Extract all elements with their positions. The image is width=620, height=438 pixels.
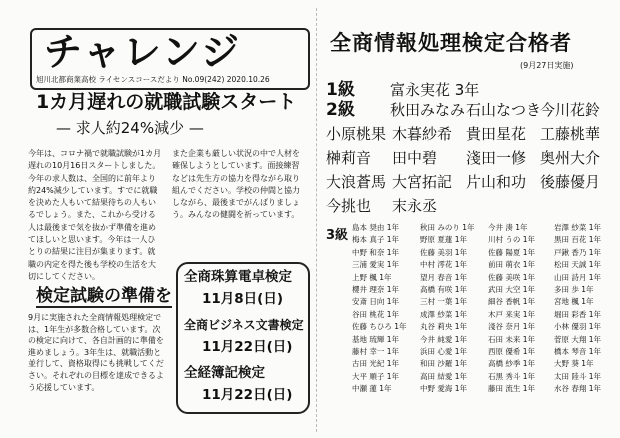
grade3-name: 佐藤 美咲 1年 <box>488 272 536 282</box>
grade3-name: 岩澤 紗菜 1年 <box>554 223 602 232</box>
grade2-name: 大宮拓記 <box>392 173 453 191</box>
grade2-name: 小原桃果 <box>326 125 387 143</box>
grade3-name: 古田 光紀 1年 <box>352 359 400 369</box>
grade3-name: 石田 未来 1年 <box>488 334 536 344</box>
grade3-name: 櫻井 理奈 1年 <box>352 285 400 295</box>
grade3-name: 野原 夏蓮 1年 <box>420 235 468 245</box>
grade3-name: 大平 順子 1年 <box>352 371 400 381</box>
grade2-name: 淺田一修 <box>466 149 527 167</box>
grade3-name: 三浦 愛実 1年 <box>352 260 400 270</box>
results-title: 全商情報処理検定合格者 <box>330 31 572 55</box>
grade3-name: 多田 歩 1年 <box>554 285 594 295</box>
grade3-name: 堀田 彩香 1年 <box>554 309 602 319</box>
results-date: (9月27日実施) <box>520 61 574 70</box>
article-body-col3: 9月に実施された全商情報処理検定では、1年生が多数合格しています。次の検定に向けて、各自計画的に準備を進めましょう。3年生は、就職活動と並行して、資格取得にも挑戦してください。それぞれの目標を達成できるよう応援しています。 <box>28 313 164 392</box>
grade3-name: 高橋 紗季 1年 <box>488 359 536 369</box>
article-body-col2: また企業も厳しい状況の中で人材を確保しようとしています。面接練習などは先生方の協力を得ながら取り組んでください。学校の仲間と協力しながら、最後までがんばりましょう。みんなの健闘を祈っています。 <box>172 149 300 220</box>
grade2-name: 後藤優月 <box>540 173 601 191</box>
grade3-name: 中村 澪花 1年 <box>420 260 468 270</box>
grade3-name: 大野 葵 1年 <box>554 359 594 369</box>
grade3-name: 橋本 琴音 1年 <box>554 347 602 357</box>
grade3-name: 高田 結愛 1年 <box>420 371 468 381</box>
grade3-name: 細谷 香帆 1年 <box>488 297 536 307</box>
grade3-name: 宮地 楓 1年 <box>554 297 594 307</box>
grade3-name: 木戸 来実 1年 <box>488 309 536 319</box>
grade3-name: 望月 春音 1年 <box>420 272 468 282</box>
exam-date: 11月22日(日) <box>202 387 293 403</box>
grade3-name: 中野 愛海 1年 <box>420 384 468 394</box>
grade2-name: 田中碧 <box>392 149 438 167</box>
article-headline: 1カ月遅れの就職試験スタート <box>36 91 297 113</box>
grade3-name: 佐藤 美羽 1年 <box>420 247 468 257</box>
grade1-name: 富永実花 3年 <box>390 81 480 99</box>
grade3-name: 山田 詩月 1年 <box>554 272 602 282</box>
grade3-name: 今井 純愛 1年 <box>420 334 468 344</box>
grade2-name: 大浪蒼馬 <box>326 173 387 191</box>
grade2-name: 末永丞 <box>392 197 438 215</box>
grade3-name: 藤村 幸一 1年 <box>352 347 400 357</box>
grade3-name: 西原 優希 1年 <box>488 347 536 357</box>
grade3-list <box>554 222 601 396</box>
grade3-name: 高橋 有咲 1年 <box>420 285 468 295</box>
grade3-name: 淺谷 奈月 1年 <box>488 322 536 332</box>
grade3-name: 石黒 秀斗 1年 <box>488 371 536 381</box>
grade3-label: 3級 <box>326 228 349 243</box>
grade3-name: 中瀬 蓮 1年 <box>352 384 392 394</box>
grade3-name: 菅原 大翔 1年 <box>554 334 602 344</box>
grade3-name: 今井 湊 1年 <box>488 223 528 232</box>
exam-schedule-box <box>176 262 310 414</box>
grade2-name: 奥州大介 <box>540 149 601 167</box>
grade3-name: 太田 陸斗 1年 <box>554 371 602 381</box>
grade3-name: 基地 琉輝 1年 <box>352 334 400 344</box>
exam-date: 11月22日(日) <box>202 339 293 355</box>
grade2-name: 今川花鈴 <box>540 101 601 119</box>
column-divider <box>316 8 317 432</box>
grade3-name: 武田 大空 1年 <box>488 285 536 295</box>
exam-name: 全商珠算電卓検定 <box>184 269 292 285</box>
grade3-name: 中野 和奈 1年 <box>352 247 400 257</box>
grade2-name: 今挑也 <box>326 197 372 215</box>
grade3-name: 成澤 紗菜 1年 <box>420 309 468 319</box>
grade3-name: 戸鍬 香乃 1年 <box>554 247 602 257</box>
grade2-name: 貴田星花 <box>466 125 527 143</box>
grade3-name: 水谷 春翔 1年 <box>554 384 602 394</box>
grade2-name: 工藤桃華 <box>540 125 601 143</box>
grade3-name: 浜田 心愛 1年 <box>420 347 468 357</box>
grade3-name: 谷田 桃花 1年 <box>352 309 400 319</box>
grade2-name: 榊莉音 <box>326 149 372 167</box>
grade3-name: 川村 うの 1年 <box>488 235 536 245</box>
grade3-name: 上野 楓 1年 <box>352 272 392 282</box>
grade3-list <box>488 222 535 396</box>
grade2-name: 木暮紗希 <box>392 125 453 143</box>
grade3-name: 前田 萌衣 1年 <box>488 260 536 270</box>
grade3-name: 秋田 みのり 1年 <box>420 223 475 232</box>
grade3-name: 島本 奨由 1年 <box>352 223 400 232</box>
exam-name: 全商ビジネス文書検定 <box>184 318 304 332</box>
grade3-name: 松田 天誠 1年 <box>554 260 602 270</box>
grade3-name: 藤田 流生 1年 <box>488 384 536 394</box>
grade2-name: 片山和功 <box>466 173 527 191</box>
grade3-list <box>420 222 475 396</box>
grade3-name: 佐藤 陽夏 1年 <box>488 247 536 257</box>
grade2-name: 石山なつき <box>466 101 542 119</box>
masthead <box>30 28 310 90</box>
section-heading: 検定試験の準備を <box>36 286 172 306</box>
grade3-name: 安斎 日向 1年 <box>352 297 400 307</box>
grade3-name: 梅本 真子 1年 <box>352 235 400 245</box>
grade2-label: 2級 <box>326 100 355 120</box>
article-body-col1: 今年は、コロナ禍で就職試験が1カ月遅れの10月16日スタートしました。今年の求人数は、全国的に前年より約24%減少しています。すでに就職を決めた人もいて結果待ちの人もいるでしょう。また、これから受ける人は最後まで気を抜かず準備を進めてほしいと思います。今年は一人ひとりの結果に注目が集まります。就職の内定を得た後も学校の生活を大切にしてください。 <box>28 149 162 281</box>
newsletter-title: チャレンジ <box>44 30 241 74</box>
grade2-name: 秋田みなみ <box>390 101 466 119</box>
grade3-name: 三村 一葉 1年 <box>420 297 468 307</box>
newsletter-subtitle: 旭川北都商業高校 ライセンスコースだより No.09(242) 2020.10.26 <box>36 75 270 84</box>
article-subhead: — 求人約24%減少 — <box>56 119 204 137</box>
grade3-name: 小林 優羽 1年 <box>554 322 602 332</box>
exam-name: 全経簿記検定 <box>184 365 265 381</box>
exam-date: 11月8日(日) <box>202 291 284 307</box>
grade3-list <box>352 222 407 396</box>
grade1-label: 1級 <box>326 80 355 100</box>
grade3-name: 和田 沙羅 1年 <box>420 359 468 369</box>
grade3-name: 丸谷 莉央 1年 <box>420 322 468 332</box>
grade3-name: 黒田 百花 1年 <box>554 235 602 245</box>
grade3-name: 佐藤 ちひろ 1年 <box>352 322 407 332</box>
